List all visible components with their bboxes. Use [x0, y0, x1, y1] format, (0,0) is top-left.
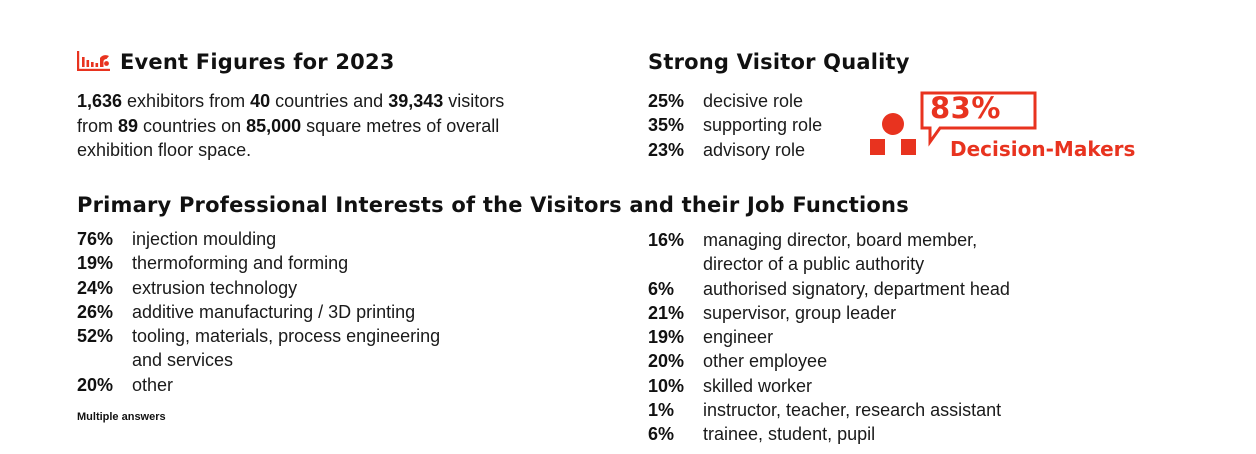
list-item [648, 398, 1010, 422]
job-percentage: 21% [648, 302, 685, 323]
interest-label: additive manufacturing / 3D printing [132, 301, 416, 322]
job-label: director of a public authority [703, 254, 925, 275]
job-percentage: 20% [648, 351, 685, 372]
text-fragment: countries and [270, 91, 389, 111]
job-label: managing director, board member, [703, 230, 978, 250]
job-percentage: 19% [648, 327, 685, 348]
list-item [77, 373, 440, 397]
text-fragment: from [77, 115, 119, 136]
job-percentage: 6% [648, 278, 675, 299]
interest-percentage: 76% [77, 229, 114, 249]
visitor-count: 39,343 [388, 91, 444, 111]
role-label: decisive role [703, 91, 804, 111]
list-item [648, 89, 822, 113]
interest-label: thermoforming and forming [132, 253, 349, 274]
event-figures-line-2 [77, 114, 617, 139]
list-item [648, 138, 822, 162]
job-functions-list [648, 228, 1010, 447]
job-percentage: 6% [648, 424, 675, 445]
interest-percentage: 52% [77, 326, 114, 347]
list-item [648, 301, 1010, 325]
exhibitor-count: 1,636 [77, 91, 123, 111]
interest-percentage: 24% [77, 277, 114, 298]
decision-maker-percentage: 83% [930, 91, 1001, 125]
interest-label: other [132, 374, 174, 395]
list-item [77, 227, 440, 251]
job-label: supervisor, group leader [703, 302, 897, 323]
floor-area: 85,000 [246, 115, 302, 136]
text-fragment: countries on [138, 115, 247, 136]
list-item-continuation [77, 348, 440, 372]
decision-maker-label: Decision-Makers [950, 137, 1136, 161]
interest-label: extrusion technology [132, 277, 298, 298]
list-item [648, 228, 1010, 252]
text-fragment: exhibitors from [122, 91, 251, 111]
role-percentage: 23% [648, 139, 685, 160]
job-percentage: 1% [648, 400, 675, 421]
list-item [648, 422, 1010, 446]
visitor-quality-title: Strong Visitor Quality [648, 50, 910, 74]
interests-title: Primary Professional Interests of the Visitors and their Job Functions [77, 193, 909, 217]
list-item [648, 374, 1010, 398]
list-item [77, 300, 440, 324]
job-label: trainee, student, pupil [703, 424, 876, 445]
interest-percentage: 19% [77, 253, 114, 274]
list-item [648, 325, 1010, 349]
role-percentage: 35% [648, 115, 685, 136]
interest-percentage: 20% [77, 374, 114, 395]
job-percentage: 10% [648, 375, 685, 396]
interest-label: tooling, materials, process engineering [132, 326, 441, 347]
role-label: supporting role [703, 115, 823, 136]
multiple-answers-note: Multiple answers [77, 411, 166, 423]
interest-label: injection moulding [132, 229, 277, 249]
list-item-continuation [648, 252, 1010, 276]
interest-percentage: 26% [77, 301, 114, 322]
interests-list [77, 227, 440, 397]
list-item [77, 324, 440, 348]
job-label: engineer [703, 327, 774, 348]
role-label: advisory role [703, 139, 806, 160]
role-percentage: 25% [648, 91, 685, 111]
visitor-roles-list [648, 89, 822, 162]
job-label: authorised signatory, department head [703, 278, 1010, 299]
event-figures-text [77, 89, 617, 163]
text-fragment: square metres of overall [301, 115, 500, 136]
list-item [77, 251, 440, 275]
chart-icon [77, 51, 111, 71]
exhibitor-country-count: 40 [250, 91, 271, 111]
event-figures-line-1 [77, 89, 617, 114]
text-fragment: exhibition floor space. [77, 140, 252, 160]
list-item [77, 276, 440, 300]
job-label: skilled worker [703, 375, 813, 396]
interest-label: and services [132, 350, 234, 371]
text-fragment: visitors [443, 91, 505, 111]
list-item [648, 277, 1010, 301]
event-figures-title: Event Figures for 2023 [120, 50, 395, 74]
list-item [648, 113, 822, 137]
event-figures-line-3 [77, 138, 617, 163]
visitor-country-count: 89 [118, 115, 139, 136]
list-item [648, 349, 1010, 373]
job-percentage: 16% [648, 230, 685, 250]
job-label: instructor, teacher, research assistant [703, 400, 1002, 421]
job-label: other employee [703, 351, 828, 372]
